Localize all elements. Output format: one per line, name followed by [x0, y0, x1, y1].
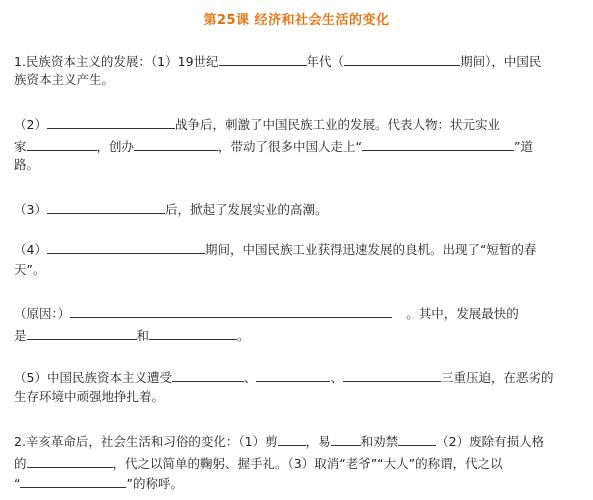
q1-text-a: 1.民族资本主义的发展：（1）19世纪: [14, 54, 219, 69]
part2-text-g: “: [14, 476, 21, 491]
part2-line-1: [14, 432, 544, 450]
q1-blank-decade[interactable]: [219, 52, 307, 66]
part2-text-a: 2.辛亥革命后，社会生活和习俗的变化：（1）剪: [14, 434, 278, 449]
page-title: 第25课 经济和社会生活的变化: [203, 13, 390, 28]
q5-blank-1[interactable]: [172, 368, 244, 382]
reason-blank-industry-1[interactable]: [27, 326, 137, 340]
reason-text-a: （原因：）: [14, 306, 71, 321]
q5-line-2: 生存环境中顽强地挣扎着。: [14, 389, 165, 404]
q3-text-a: （3）: [14, 202, 47, 217]
q2-blank-war[interactable]: [47, 115, 175, 129]
reason-blank-industry-2[interactable]: [149, 326, 237, 340]
q1-text-c: 期间），中国民: [460, 54, 542, 69]
q3-line-1: [14, 200, 327, 218]
q5-line-1: [14, 368, 554, 386]
q1-text-b: 年代（: [306, 54, 345, 69]
reason-text-e: 。: [237, 328, 250, 343]
q2-text-e: ，带动了很多中国人走上“: [218, 139, 363, 154]
part2-blank-ban[interactable]: [398, 432, 436, 446]
q1-blank-period[interactable]: [344, 52, 460, 66]
reason-text-d: 和: [136, 328, 150, 343]
q4-line-1: [14, 240, 536, 258]
part2-line-2: [14, 454, 503, 472]
q2-text-a: （2）: [14, 117, 47, 132]
q2-line-1: [14, 115, 500, 133]
q5-text-b: 、: [243, 370, 257, 385]
part2-text-b: ，易: [305, 434, 331, 449]
q4-text-b: 期间，中国民族工业获得迅速发展的良机。出现了“短暂的春: [204, 242, 537, 257]
reason-line-1: [14, 304, 519, 322]
q2-line-2: [14, 137, 533, 155]
q2-text-b: 战争后，刺激了中国民族工业的发展。代表人物：状元实业: [174, 117, 500, 132]
q2-text-c: 家: [14, 139, 27, 154]
q2-line-3: 路。: [14, 157, 40, 172]
reason-text-b: 。其中，发展最快的: [406, 306, 519, 321]
part2-line-3: [14, 474, 183, 492]
q2-blank-company[interactable]: [134, 137, 218, 151]
q2-blank-road[interactable]: [362, 137, 514, 151]
part2-blank-change[interactable]: [331, 432, 361, 446]
q5-blank-3[interactable]: [343, 368, 441, 382]
part2-blank-address[interactable]: [20, 474, 126, 488]
q5-text-d: 三重压迫，在恶劣的: [441, 370, 554, 385]
q4-line-2: 天”。: [14, 262, 46, 277]
q1-line-1: [14, 52, 541, 70]
part2-blank-etiquette[interactable]: [27, 454, 113, 468]
reason-line-2: [14, 326, 250, 344]
q5-text-a: （5）中国民族资本主义遭受: [14, 370, 172, 385]
q5-blank-2[interactable]: [256, 368, 330, 382]
part2-text-f: ，代之以简单的鞠躬、握手礼。（3）取消“老爷”“大人”的称谓，代之以: [112, 456, 503, 471]
part2-text-c: 和劝禁: [360, 434, 399, 449]
q5-text-c: 、: [330, 370, 343, 385]
q2-text-f: ”道: [514, 139, 533, 154]
part2-blank-cut[interactable]: [278, 432, 306, 446]
q4-text-a: （4）: [14, 242, 47, 257]
reason-blank[interactable]: [70, 304, 392, 318]
q2-blank-person[interactable]: [27, 137, 97, 151]
part2-text-h: ”的称呼。: [126, 476, 183, 491]
part2-text-e: 的: [14, 456, 27, 471]
q3-blank-event[interactable]: [47, 200, 165, 214]
part2-text-d: （2）废除有损人格: [436, 434, 545, 449]
q4-blank-period[interactable]: [47, 240, 205, 254]
q1-line-2: 族资本主义产生。: [14, 72, 115, 87]
q2-text-d: ，创办: [96, 139, 135, 154]
q3-text-b: 后，掀起了发展实业的高潮。: [164, 202, 328, 217]
reason-text-c: 是: [14, 328, 27, 343]
